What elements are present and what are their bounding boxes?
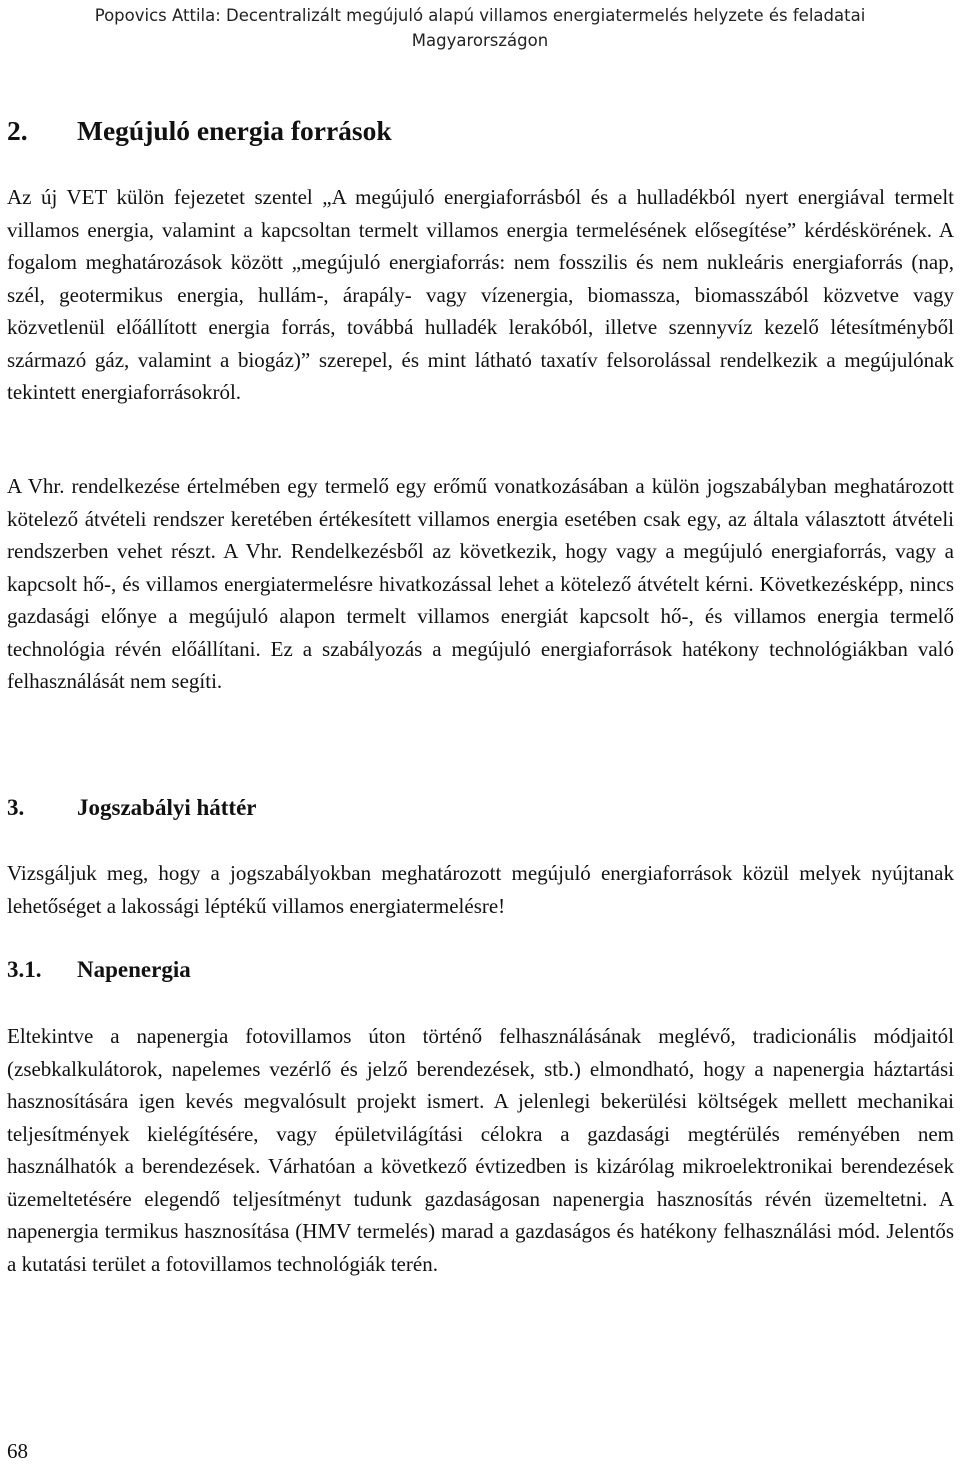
page-number: 68 (7, 1439, 28, 1463)
section-3-paragraph: Vizsgáljuk meg, hogy a jogszabályokban meghatározott megújuló energiaforrások közül melyek nyújtanak lehetőséget a lakossági léptékű villamos energiatermelésre! (7, 861, 954, 918)
section-3-heading (7, 793, 257, 823)
running-header (0, 3, 960, 53)
section-3-number: 3. (7, 795, 25, 820)
running-header-line1: Popovics Attila: Decentralizált megújuló alapú villamos energiatermelés helyzete és feladatai (94, 6, 866, 25)
section-2-paragraph-2: A Vhr. rendelkezése értelmében egy termelő egy erőmű vonatkozásában a külön jogszabályban meghatározott kötelező átvételi rendszer keretében értékesített villamos energia esetében csak egy, az általa választott átvételi rendszerben vehet részt. A Vhr. Rendelkezésből az következik, hogy vagy a megújuló energiaforrás, vagy a kapcsolt hő-, és villamos energiatermelésre hivatkozással lehet a kötelező átvételt kérni. Következésképp, nincs gazdasági előnye a megújuló alapon termelt villamos energiát kapcsolt hő-, és villamos energia termelő technológia révén előállítani. Ez a szabályozás a megújuló energiaforrások hatékony technológiákban való felhasználását nem segíti. (7, 474, 954, 693)
section-3-1-number: 3.1. (7, 957, 42, 982)
section-2-title: Megújuló energia források (77, 115, 392, 146)
section-3-1-heading (7, 955, 191, 985)
running-header-line2: Magyarországon (411, 31, 549, 50)
section-3-1-paragraph: Eltekintve a napenergia fotovillamos úton történő felhasználásának meglévő, tradicionális módjaitól (zsebkalkulátorok, napelemes vezérlő és jelző berendezések, stb.) elmondható, hogy a napenergia háztartási hasznosítására igen kevés megvalósult projekt ismert. A jelenlegi bekerülési költségek mellett mechanikai teljesítmények kielégítésére, vagy épületvilágítási célokra a gazdasági megtérülés reményében nem használhatók a berendezések. Várhatóan a következő évtizedben is kizárólag mikroelektronikai berendezések üzemeltetésére elegendő teljesítményt tudunk gazdaságosan napenergia hasznosítás révén üzemeltetni. A napenergia termikus hasznosítása (HMV termelés) marad a gazdaságos és hatékony felhasználási mód. Jelentős a kutatási terület a fotovillamos technológiák terén. (7, 1024, 954, 1276)
section-2-paragraph-1: Az új VET külön fejezetet szentel „A megújuló energiaforrásból és a hulladékból nyert energiával termelt villamos energia, valamint a kapcsoltan termelt villamos energia termelésének elősegítése” kérdéskörének. A fogalom meghatározások között „megújuló energiaforrás: nem fosszilis és nem nukleáris energiaforrás (nap, szél, geotermikus energia, hullám-, árapály- vagy vízenergia, biomassza, biomasszából közvetve vagy közvetlenül előállított energia forrás, továbbá hulladék lerakóból, illetve szennyvíz kezelő létesítményből származó gáz, valamint a biogáz)” szerepel, és mint látható taxatív felsorolással rendelkezik a megújulónak tekintett energiaforrásokról. (7, 185, 954, 404)
section-2-heading (7, 114, 392, 148)
section-2-number: 2. (7, 115, 28, 146)
section-3-title: Jogszabályi háttér (77, 795, 257, 820)
section-3-1-title: Napenergia (77, 957, 191, 982)
